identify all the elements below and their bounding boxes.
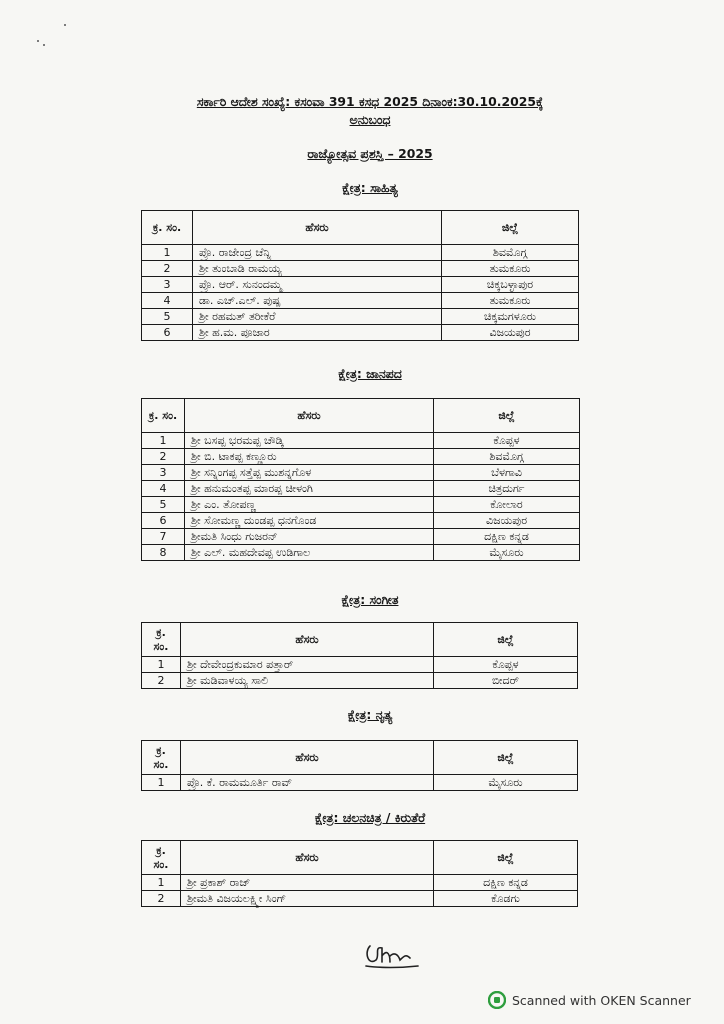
sno-header: ಕ್ರ. ಸಂ. — [142, 741, 181, 775]
row-serial-number: 2 — [142, 449, 185, 465]
table-row — [142, 497, 580, 513]
table-row — [142, 673, 578, 689]
table-row — [142, 545, 580, 561]
awardee-name: ಪ್ರೊ. ಕೆ. ರಾಮಮೂರ್ತಿ ರಾವ್ — [181, 775, 434, 791]
row-serial-number: 6 — [142, 325, 193, 341]
awardee-district: ಶಿವಮೊಗ್ಗ — [434, 449, 580, 465]
awardee-table — [141, 740, 578, 791]
scan-speck — [37, 40, 39, 42]
awardee-name: ಶ್ರೀ ಸನ್ನಿಂಗಪ್ಪ ಸತ್ತೆಪ್ಪ ಮುಶನ್ನಗೊಳ — [185, 465, 434, 481]
sno-header: ಕ್ರ. ಸಂ. — [142, 623, 181, 657]
scan-speck — [64, 24, 66, 26]
awardee-name: ಶ್ರೀ ಎಲ್. ಮಹದೇವಪ್ಪ ಉಡಿಗಾಲ — [185, 545, 434, 561]
table-row — [142, 529, 580, 545]
table-row — [142, 875, 578, 891]
row-serial-number: 1 — [142, 775, 181, 791]
row-serial-number: 4 — [142, 481, 185, 497]
awardee-name: ಪ್ರೊ. ಆರ್. ಸುನಂದಮ್ಮ — [193, 277, 442, 293]
district-header: ಜಿಲ್ಲೆ — [434, 399, 580, 433]
district-header: ಜಿಲ್ಲೆ — [442, 211, 579, 245]
sno-header: ಕ್ರ. ಸಂ. — [142, 841, 181, 875]
table-row — [142, 465, 580, 481]
section-title: ಕ್ಷೇತ್ರ: ನೃತ್ಯ — [347, 707, 393, 722]
signature-icon — [360, 932, 420, 972]
awardee-name: ಶ್ರೀ ಬಸಪ್ಪ ಭರಮಪ್ಪ ಚೌಡ್ಕಿ — [185, 433, 434, 449]
row-serial-number: 1 — [142, 875, 181, 891]
table-row — [142, 513, 580, 529]
table-header-row — [142, 741, 578, 775]
awardee-table — [141, 622, 578, 689]
awardee-district: ಶಿವಮೊಗ್ಗ — [442, 245, 579, 261]
awardee-name: ಶ್ರೀ ಬಿ. ಟಾಕಪ್ಪ ಕಣ್ಣೂರು — [185, 449, 434, 465]
awardee-name: ಶ್ರೀಮತಿ ಸಿಂಧು ಗುಜರನ್ — [185, 529, 434, 545]
name-header: ಹೆಸರು — [193, 211, 442, 245]
table-row — [142, 891, 578, 907]
awardee-district: ಚಿಕ್ಕಮಗಳೂರು — [442, 309, 579, 325]
row-serial-number: 1 — [142, 433, 185, 449]
table-header-row — [142, 211, 579, 245]
row-serial-number: 3 — [142, 465, 185, 481]
scanner-watermark — [488, 990, 691, 1010]
row-serial-number: 7 — [142, 529, 185, 545]
table-row — [142, 277, 579, 293]
table-header-row — [142, 841, 578, 875]
row-serial-number: 6 — [142, 513, 185, 529]
table-row — [142, 481, 580, 497]
row-serial-number: 5 — [142, 309, 193, 325]
row-serial-number: 1 — [142, 245, 193, 261]
name-header: ಹೆಸರು — [181, 623, 434, 657]
awardee-district: ಕೊಡಗು — [434, 891, 578, 907]
awardee-name: ಶ್ರೀ ರಹಮತ್ ತರೀಕೆರೆ — [193, 309, 442, 325]
awardee-district: ಕೊಪ್ಪಳ — [434, 433, 580, 449]
district-header: ಜಿಲ್ಲೆ — [434, 623, 578, 657]
name-header: ಹೆಸರು — [181, 741, 434, 775]
sno-header: ಕ್ರ. ಸಂ. — [142, 211, 193, 245]
awardee-name: ಶ್ರೀ ಪ್ರಕಾಶ್ ರಾಜ್ — [181, 875, 434, 891]
awardee-name: ಶ್ರೀ ಮಡಿವಾಳಯ್ಯ ಸಾಲಿ — [181, 673, 434, 689]
table-header-row — [142, 623, 578, 657]
awardee-district: ವಿಜಯಪುರ — [434, 513, 580, 529]
awardee-district: ಮೈಸೂರು — [434, 775, 578, 791]
awardee-district: ಮೈಸೂರು — [434, 545, 580, 561]
section-title: ಕ್ಷೇತ್ರ: ಸಂಗೀತ — [341, 592, 399, 607]
table-row — [142, 775, 578, 791]
awardee-district: ಕೊಪ್ಪಳ — [434, 657, 578, 673]
row-serial-number: 3 — [142, 277, 193, 293]
awardee-district: ತುಮಕೂರು — [442, 261, 579, 277]
awardee-district: ಚಿತ್ರದುರ್ಗ — [434, 481, 580, 497]
table-row — [142, 245, 579, 261]
table-row — [142, 261, 579, 277]
section-title: ಕ್ಷೇತ್ರ: ಚಲನಚಿತ್ರ / ಕಿರುತೆರೆ — [314, 810, 426, 825]
awardee-district: ಚಿಕ್ಕಬಳ್ಳಾಪುರ — [442, 277, 579, 293]
scanner-watermark-text: Scanned with OKEN Scanner — [512, 992, 691, 1008]
awardee-table — [141, 398, 580, 561]
row-serial-number: 1 — [142, 657, 181, 673]
name-header: ಹೆಸರು — [185, 399, 434, 433]
annexure-header: ಅನುಬಂಧ — [349, 112, 391, 127]
awardee-name: ಶ್ರೀಮತಿ ವಿಜಯಲಕ್ಷ್ಮೀ ಸಿಂಗ್ — [181, 891, 434, 907]
awardee-name: ಶ್ರೀ ತುಂಬಾಡಿ ರಾಮಯ್ಯ — [193, 261, 442, 277]
sno-header: ಕ್ರ. ಸಂ. — [142, 399, 185, 433]
scan-speck — [43, 44, 45, 46]
awardee-name: ಡಾ. ಎಚ್.ಎಲ್. ಪುಷ್ಪ — [193, 293, 442, 309]
scanner-logo-icon — [488, 991, 506, 1009]
awardee-name: ಶ್ರೀ ಹನುಮಂತಪ್ಪ ಮಾರಪ್ಪ ಚೀಳಂಗಿ — [185, 481, 434, 497]
row-serial-number: 2 — [142, 261, 193, 277]
awardee-district: ತುಮಕೂರು — [442, 293, 579, 309]
table-row — [142, 657, 578, 673]
table-row — [142, 433, 580, 449]
awardee-district: ದಕ್ಷಿಣ ಕನ್ನಡ — [434, 529, 580, 545]
section-title: ಕ್ಷೇತ್ರ: ಸಾಹಿತ್ಯ — [342, 180, 398, 195]
awardee-district: ವಿಜಯಪುರ — [442, 325, 579, 341]
row-serial-number: 4 — [142, 293, 193, 309]
table-row — [142, 325, 579, 341]
table-row — [142, 309, 579, 325]
awardee-name: ಪ್ರೊ. ರಾಜೇಂದ್ರ ಚೆನ್ನಿ — [193, 245, 442, 261]
awardee-name: ಶ್ರೀ ದೇವೇಂದ್ರಕುಮಾರ ಪತ್ತಾರ್ — [181, 657, 434, 673]
name-header: ಹೆಸರು — [181, 841, 434, 875]
district-header: ಜಿಲ್ಲೆ — [434, 841, 578, 875]
row-serial-number: 8 — [142, 545, 185, 561]
award-title: ರಾಜ್ಯೋತ್ಸವ ಪ್ರಶಸ್ತಿ – 2025 — [307, 146, 433, 161]
table-row — [142, 293, 579, 309]
awardee-table — [141, 210, 579, 341]
awardee-district: ದಕ್ಷಿಣ ಕನ್ನಡ — [434, 875, 578, 891]
awardee-name: ಶ್ರೀ ಸೋಮಣ್ಣ ದುಂಡಪ್ಪ ಧನಗೊಂಡ — [185, 513, 434, 529]
order-number-header: ಸರ್ಕಾರಿ ಆದೇಶ ಸಂಖ್ಯೆ: ಕಸಂವಾ 391 ಕಸಧ 2025 ದಿನಾಂಕ:30.10.2025ಕ್ಕೆ — [196, 94, 544, 109]
awardee-district: ಬೀದರ್ — [434, 673, 578, 689]
awardee-name: ಶ್ರೀ ಎಂ. ತೋಪಣ್ಣ — [185, 497, 434, 513]
section-title: ಕ್ಷೇತ್ರ: ಜಾನಪದ — [338, 366, 402, 381]
district-header: ಜಿಲ್ಲೆ — [434, 741, 578, 775]
table-row — [142, 449, 580, 465]
awardee-district: ಬೆಳಗಾವಿ — [434, 465, 580, 481]
table-header-row — [142, 399, 580, 433]
row-serial-number: 2 — [142, 891, 181, 907]
row-serial-number: 5 — [142, 497, 185, 513]
awardee-table — [141, 840, 578, 907]
awardee-name: ಶ್ರೀ ಹ.ಮ. ಪೂಜಾರ — [193, 325, 442, 341]
awardee-district: ಕೋಲಾರ — [434, 497, 580, 513]
row-serial-number: 2 — [142, 673, 181, 689]
